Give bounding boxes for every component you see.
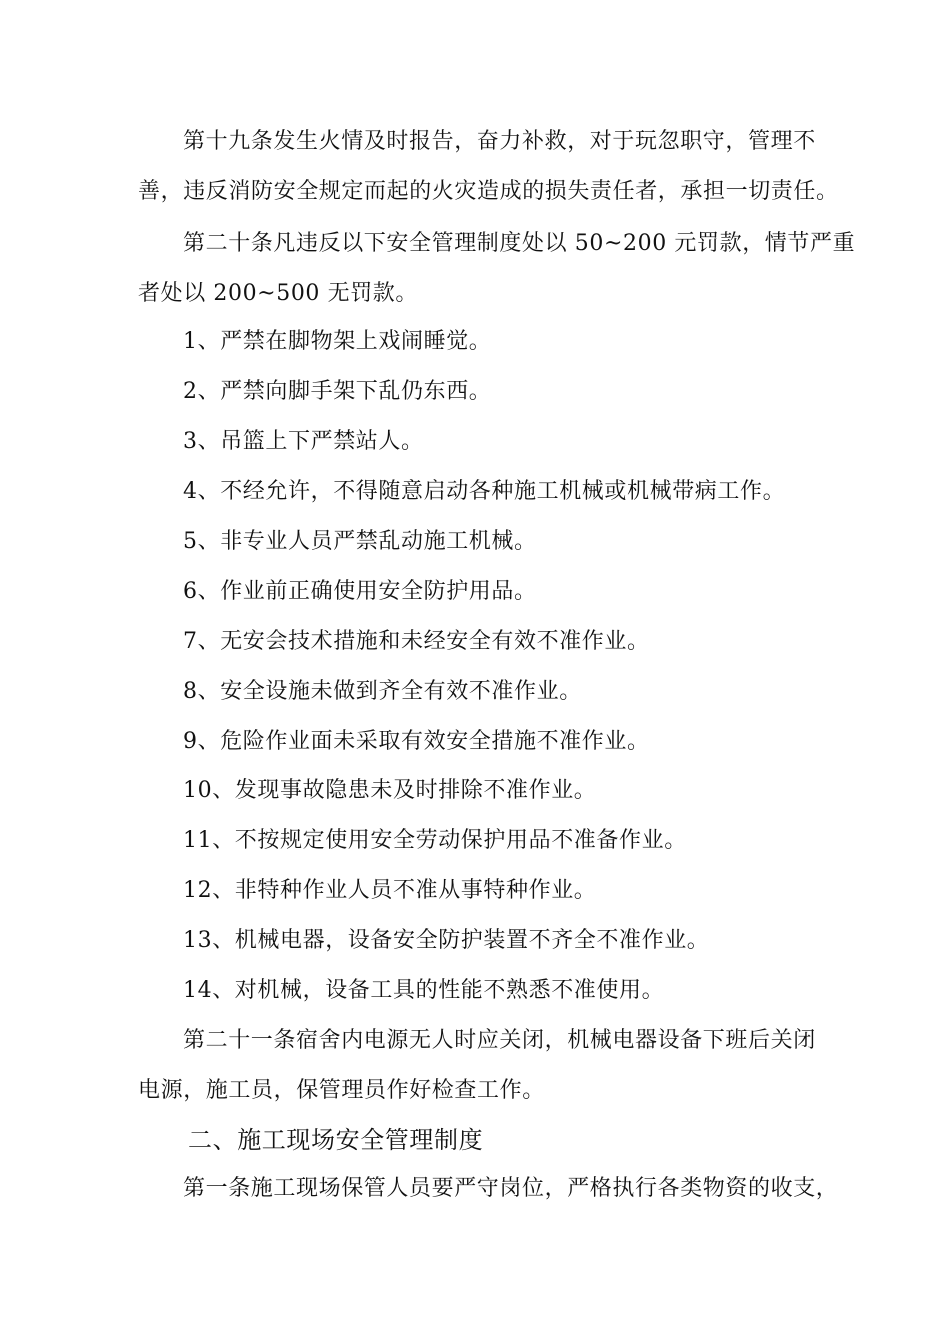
- list-item: 8、安全设施未做到齐全有效不准作业。: [183, 679, 582, 704]
- list-item: 2、严禁向脚手架下乱仍东西。: [183, 379, 492, 404]
- section-heading: 二、施工现场安全管理制度: [188, 1126, 484, 1154]
- article-19-line-1: 第十九条发生火情及时报告，奋力补救，对于玩忽职守，管理不: [183, 129, 816, 154]
- list-item: 6、作业前正确使用安全防护用品。: [183, 579, 537, 604]
- list-item: 5、非专业人员严禁乱动施工机械。: [183, 529, 537, 554]
- article-21-line-1: 第二十一条宿舍内电源无人时应关闭，机械电器设备下班后关闭: [183, 1028, 816, 1053]
- list-item: 14、对机械，设备工具的性能不熟悉不准使用。: [183, 978, 665, 1003]
- article-1-line-1: 第一条施工现场保管人员要严守岗位，严格执行各类物资的收支，: [183, 1176, 839, 1201]
- article-19-line-2: 善，违反消防安全规定而起的火灾造成的损失责任者，承担一切责任。: [138, 179, 839, 204]
- list-item: 4、不经允许，不得随意启动各种施工机械或机械带病工作。: [183, 479, 786, 504]
- list-item: 1、严禁在脚物架上戏闹睡觉。: [183, 329, 492, 354]
- list-item: 11、不按规定使用安全劳动保护用品不准备作业。: [183, 828, 687, 853]
- list-item: 7、无安会技术措施和未经安全有效不准作业。: [183, 629, 650, 654]
- list-item: 13、机械电器，设备安全防护装置不齐全不准作业。: [183, 928, 710, 953]
- article-20-line-2: 者处以 200~500 无罚款。: [138, 281, 419, 306]
- list-item: 3、吊篮上下严禁站人。: [183, 429, 424, 454]
- list-item: 9、危险作业面未采取有效安全措施不准作业。: [183, 729, 650, 754]
- list-item: 12、非特种作业人员不准从事特种作业。: [183, 878, 597, 903]
- article-20-line-1: 第二十条凡违反以下安全管理制度处以 50~200 元罚款，情节严重: [183, 231, 856, 256]
- article-21-line-2: 电源，施工员，保管理员作好检查工作。: [138, 1078, 545, 1103]
- list-item: 10、发现事故隐患未及时排除不准作业。: [183, 778, 597, 803]
